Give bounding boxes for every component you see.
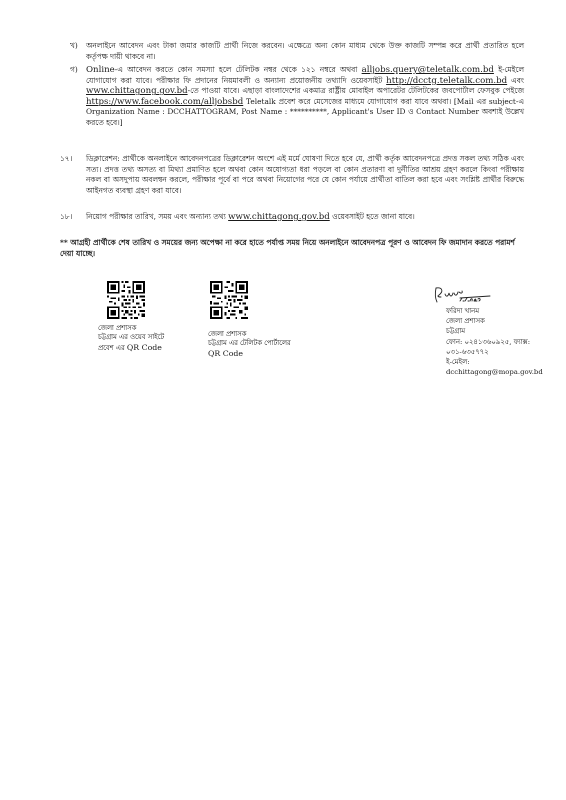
signatory-phone: ফোন: ০২৪১৩৬০৯২৫, ফ্যাক্স: ০৩১-৬৩৫৭৭২ — [446, 337, 531, 356]
item-17-text: ডিক্লারেশন: প্রার্থীকে অনলাইনে আবেদনপত্রের ডিক্লারেশন অংশে এই মর্মে ঘোষণা দিতে হবে যে, প্রার্থী কর্তৃক আবেদনপত্রে প্রদত্ত সকল তথ্য সঠিক এবং সত্য। প্রদত্ত তথ্য অসত্য বা মিথ্যা প্রমাণিত হলে অথবা কোন অযোগ্যতা ধরা পড়লে বা কোন প্রতারণা বা দুর্নীতির আশ্রয় গ্রহণ করলে কিংবা পরীক্ষায় নকল বা অসদুপায় অবলম্বন করলে, পরীক্ষার পূর্বে বা পরে অথবা নিয়োগের পরে যে কোন পর্যায়ে প্রার্থীতা বাতিল করা হবে এবং সংশ্লিষ্ট প্রার্থীর বিরুদ্ধে আইনগত ব্যবস্থা গ্রহণ করা যাবে। — [86, 154, 524, 195]
item-18-number: ১৮। — [60, 212, 73, 221]
signatory-email[interactable]: ই-মেইল: dcchittagong@mopa.gov.bd — [446, 358, 543, 377]
qr1-line3-en: QR Code — [126, 342, 162, 352]
item-kha-text: অনলাইনে আবেদন এবং টাকা জমার কাজটি প্রার্থী নিজে করবেন। এক্ষেত্রে অন্য কোন মাধ্যম থেকে উক্ত কাজটি সম্পন্ন করে প্রার্থী প্রতারিত হলে কর্তৃপক্ষ দায়ী থাকবে না। — [86, 41, 524, 61]
item-kha — [70, 41, 524, 62]
qr-caption-teletalk — [208, 330, 291, 358]
qr-caption-website — [98, 324, 164, 353]
item-18-text-1: নিয়োগ পরীক্ষার তারিখ, সময় এবং অন্যান্য তথ্য — [86, 212, 229, 221]
signature-block — [446, 306, 566, 377]
item-ga-text-1: -এ আবেদন করতে কোন সমস্যা হলে টেলিটক নম্বর থেকে ১২১ নম্বরে অথবা — [114, 65, 362, 74]
handwritten-signature — [430, 284, 500, 308]
chittagong-website-link[interactable]: www.chittagong.gov.bd — [86, 86, 188, 97]
qr1-line1: জেলা প্রশাসক — [98, 324, 137, 332]
item-kha-marker: খ) — [70, 41, 78, 50]
signatory-district: চট্টগ্রাম — [446, 327, 466, 336]
item-ga-marker: গ) — [70, 65, 78, 74]
qr2-line2: চট্টগ্রাম এর টেলিটক পোর্টালের — [208, 339, 291, 348]
item-18-text-2: ওয়েবসাইট হতে জানা যাবে। — [329, 212, 415, 221]
item-18 — [60, 212, 524, 223]
item-17 — [60, 154, 524, 196]
chittagong-website-link-2[interactable]: www.chittagong.gov.bd — [228, 212, 330, 222]
qr2-line1: জেলা প্রশাসক — [208, 330, 247, 338]
item-17-number: ১৭। — [60, 154, 73, 163]
item-ga-text-4: -তে পাওয়া যাবে। এছাড়া বাংলাদেশের একমাত্র রাষ্ট্রীয় মোবাইল অপারেটর টেলিটকের জবপোর্টাল ফেসবুক পেইজে — [187, 86, 524, 96]
online-word: Online — [86, 65, 115, 75]
signatory-title: জেলা প্রশাসক — [446, 317, 485, 326]
item-ga — [70, 65, 524, 129]
item-ga-text-5: Teletalk প্রবেশ করে মেসেজের মাধ্যমে যোগাযোগ করা যাবে অথবা। [Mail এর subject-এ Organization Name : DCCHATTOGRAM, Post Name : **********, Applicant's User ID ও Contact Number অবশ্যই উল্লেখ করতে হবে।] — [86, 96, 524, 127]
bold-notice: ** আগ্রহী প্রার্থীকে শেষ তারিখ ও সময়ের জন্য অপেক্ষা না করে হাতে পর্যাপ্ত সময় নিয়ে অনলাইনে আবেদনপত্র পূরণ ও আবেদন ফি জমাদান করতে পরামর্শ দেয়া যাচ্ছে। — [60, 238, 515, 258]
qr1-line2: চট্টগ্রাম এর ওয়েব সাইটে — [98, 333, 165, 342]
qr1-line3-bn: প্রবেশ এর — [98, 343, 125, 352]
qr2-line3: QR Code — [208, 348, 244, 358]
qr-code-teletalk[interactable] — [210, 281, 248, 319]
item-ga-text-3: এবং — [507, 75, 524, 85]
facebook-page-link[interactable]: https://www.facebook.com/alljobsbd — [86, 96, 244, 107]
item-ga-text-2: ই-মেইলে যোগাযোগ করা যাবে। পরীক্ষার ফি প্রদানের নিয়মাবলী ও অন্যান্য প্রয়োজনীয় তথ্যাদি ওয়েবসাইট — [86, 65, 524, 85]
signatory-name: ফরিদা খানম — [446, 307, 480, 315]
support-email-link[interactable]: alljobs.query@teletalk.com.bd — [361, 65, 494, 75]
qr-code-website[interactable] — [107, 281, 145, 319]
teletalk-portal-link[interactable]: http://dcctg.teletalk.com.bd — [386, 75, 508, 86]
